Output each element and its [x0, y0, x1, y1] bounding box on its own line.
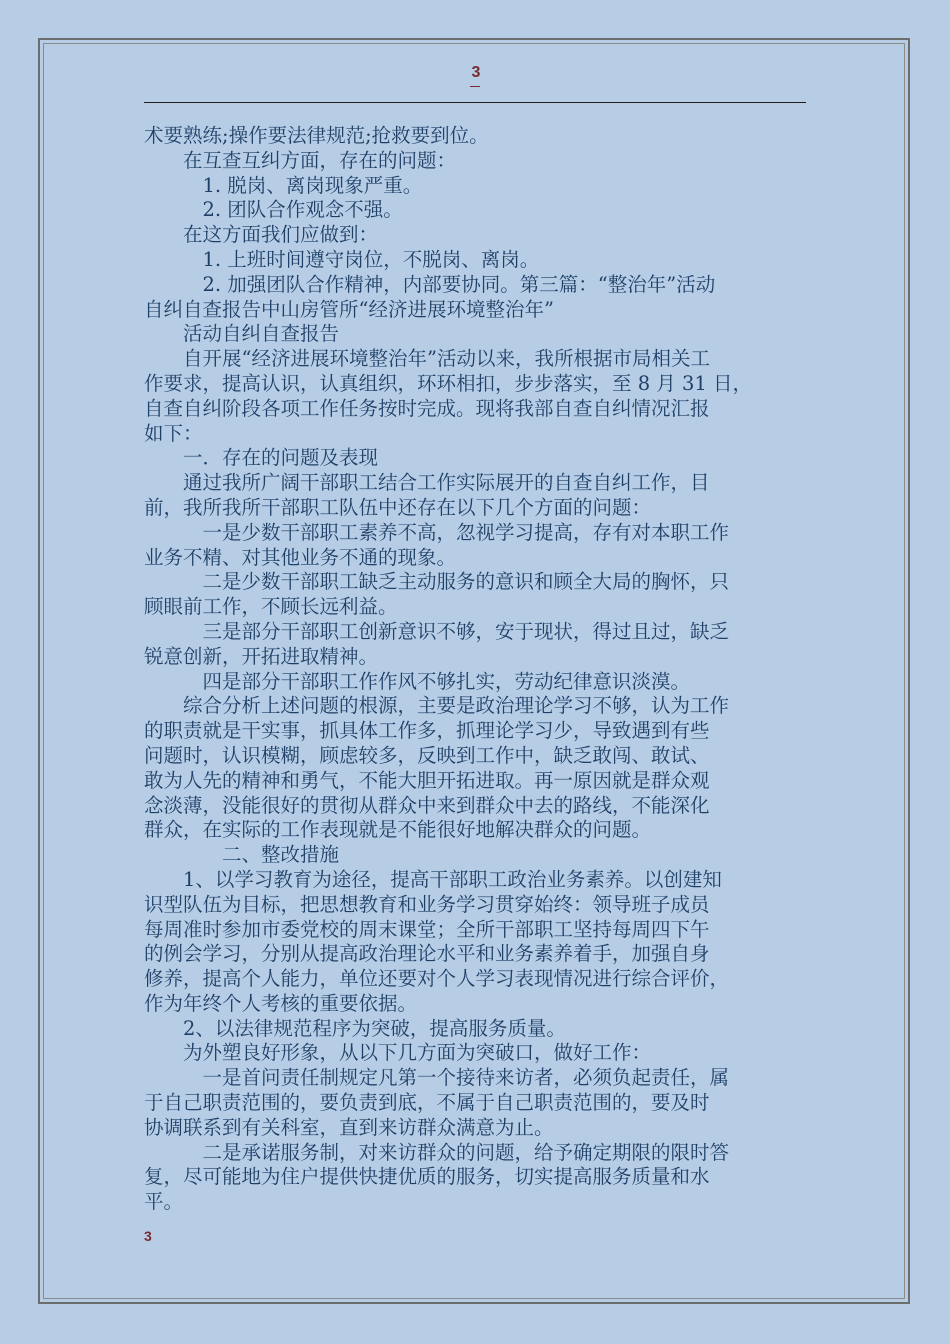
text-line: 识型队伍为目标，把思想教育和业务学习贯穿始终：领导班子成员 — [144, 892, 710, 916]
text-line: 锐意创新，开拓进取精神。 — [144, 644, 379, 668]
text-line: 二是承诺服务制，对来访群众的问题，给予确定期限的限时答 — [202, 1140, 730, 1164]
text-line: 敢为人先的精神和勇气，不能大胆开拓进取。再一原因就是群众观 — [144, 768, 710, 792]
text-line: 通过我所广阔干部职工结合工作实际展开的自查自纠工作，目 — [183, 471, 710, 495]
text-line: 为外塑良好形象，从以下几方面为突破口，做好工作： — [183, 1041, 652, 1065]
text-line: 群众，在实际的工作表现就是不能很好地解决群众的问题。 — [144, 818, 652, 842]
text-line: 2. 团队合作观念不强。 — [202, 198, 403, 222]
text-line: 2. 加强团队合作精神，内部要协同。第三篇：“整治年”活动 — [202, 272, 716, 296]
text-line: 如下： — [144, 421, 203, 445]
text-line: 一是首问责任制规定凡第一个接待来访者，必须负起责任，属 — [202, 1066, 730, 1090]
text-line: 自纠自查报告中山房管所“经济进展环境整治年” — [144, 297, 554, 321]
document-body — [144, 124, 816, 1215]
footer-page-number: 3 — [144, 1228, 152, 1244]
header-divider — [144, 102, 806, 103]
text-line: 协调联系到有关科室，直到来访群众满意为止。 — [144, 1115, 554, 1139]
text-line: 一是少数干部职工素养不高，忽视学习提高，存有对本职工作 — [202, 520, 730, 544]
text-line: 二是少数干部职工缺乏主动服务的意识和顾全大局的胸怀，只 — [202, 570, 730, 594]
text-line: 1. 上班时间遵守岗位，不脱岗、离岗。 — [202, 247, 540, 271]
text-line: 前，我所我所干部职工队伍中还存在以下几个方面的问题： — [144, 495, 652, 519]
text-line: 二、整改措施 — [222, 843, 340, 867]
text-line: 顾眼前工作，不顾长远利益。 — [144, 595, 398, 619]
text-line: 复，尽可能地为住户提供快捷优质的服务，切实提高服务质量和水 — [144, 1165, 710, 1189]
text-line: 作要求，提高认识，认真组织，环环相扣，步步落实，至 8 月 31 日， — [144, 371, 753, 395]
text-line: 自开展“经济进展环境整治年”活动以来，我所根据市局相关工 — [183, 347, 710, 371]
text-line: 作为年终个人考核的重要依据。 — [144, 991, 418, 1015]
header-page-number: 3 — [471, 64, 481, 81]
text-line: 业务不精、对其他业务不通的现象。 — [144, 545, 457, 569]
text-line: 综合分析上述问题的根源，主要是政治理论学习不够，认为工作 — [183, 694, 730, 718]
text-line: 修养，提高个人能力，单位还要对个人学习表现情况进行综合评价， — [144, 967, 730, 991]
text-line: 活动自纠自查报告 — [183, 322, 340, 346]
text-line: 每周准时参加市委党校的周末课堂；全所干部职工坚持每周四下午 — [144, 917, 710, 941]
text-line: 的职责就是干实事，抓具体工作多，抓理论学习少，导致遇到有些 — [144, 719, 710, 743]
text-line: 四是部分干部职工作作风不够扎实，劳动纪律意识淡漠。 — [202, 669, 691, 693]
text-line: 一．存在的问题及表现 — [183, 446, 379, 470]
text-line: 术要熟练;操作要法律规范;抢救要到位。 — [144, 124, 489, 147]
text-line: 2、以法律规范程序为突破，提高服务质量。 — [183, 1016, 566, 1040]
text-line: 于自己职责范围的，要负责到底，不属于自己职责范围的，要及时 — [144, 1091, 710, 1115]
text-line: 平。 — [144, 1190, 184, 1214]
text-line: 1. 脱岗、离岗现象严重。 — [202, 173, 423, 197]
text-line: 的例会学习，分别从提高政治理论水平和业务素养着手，加强自身 — [144, 942, 710, 966]
text-line: 三是部分干部职工创新意识不够，安于现状，得过且过，缺乏 — [202, 619, 730, 643]
text-line: 1、以学习教育为途径，提高干部职工政治业务素养。以创建知 — [183, 867, 722, 891]
text-line: 在互查互纠方面，存在的问题： — [183, 148, 457, 172]
text-line: 念淡薄，没能很好的贯彻从群众中来到群众中去的路线，不能深化 — [144, 793, 710, 817]
text-line: 问题时，认识模糊，顾虑较多，反映到工作中，缺乏敢闯、敢试、 — [144, 743, 710, 767]
header-page-number-underline — [470, 86, 480, 87]
text-line: 在这方面我们应做到： — [183, 223, 379, 247]
text-line: 自查自纠阶段各项工作任务按时完成。现将我部自查自纠情况汇报 — [144, 396, 710, 420]
